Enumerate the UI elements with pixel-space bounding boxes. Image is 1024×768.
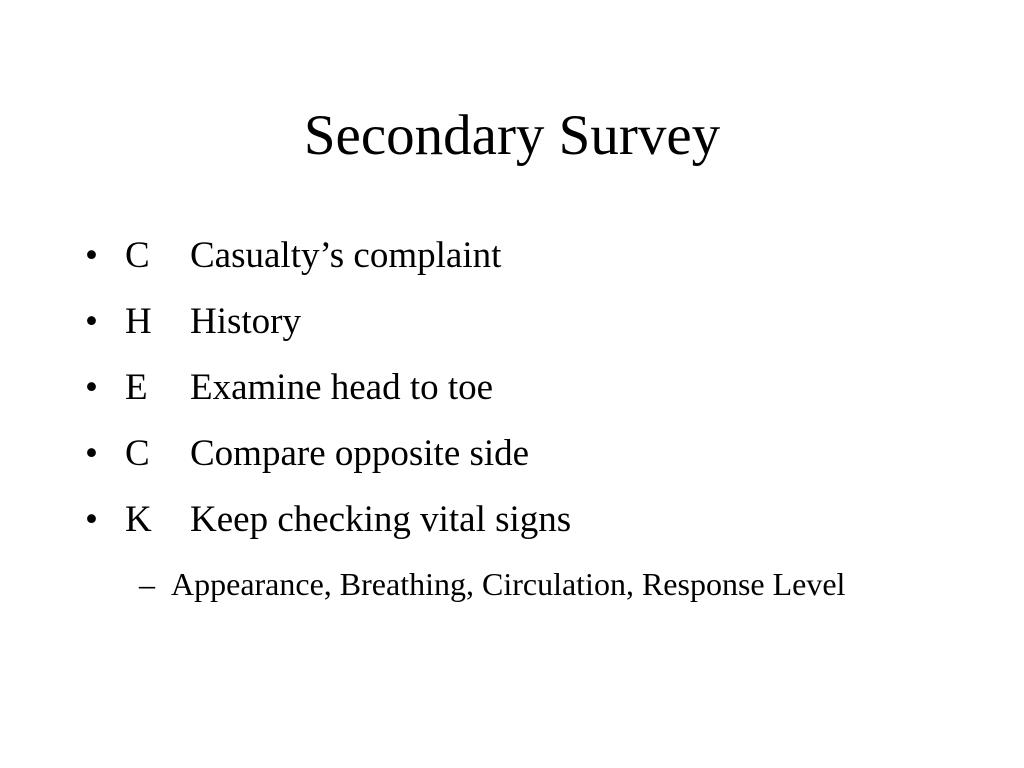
sub-bullet-dash: – <box>139 566 155 602</box>
bullet-icon: • <box>85 367 98 408</box>
bullet-icon: • <box>85 433 98 474</box>
sub-bullet-text: Appearance, Breathing, Circulation, Response Level <box>171 566 846 602</box>
bullet-icon: • <box>85 235 98 276</box>
bullet-letter: K <box>125 499 152 540</box>
bullet-text: Casualty’s complaint <box>190 235 502 276</box>
bullet-icon: • <box>85 301 98 342</box>
bullet-letter: C <box>125 433 150 474</box>
bullet-letter: E <box>125 367 148 408</box>
bullet-text: History <box>190 301 301 342</box>
bullet-text: Keep checking vital signs <box>190 499 572 540</box>
slide-title: Secondary Survey <box>303 104 721 167</box>
bullet-letter: H <box>125 301 152 342</box>
bullet-text: Examine head to toe <box>190 367 494 408</box>
bullet-letter: C <box>125 235 150 276</box>
bullet-text: Compare opposite side <box>190 433 530 474</box>
bullet-icon: • <box>85 499 98 540</box>
